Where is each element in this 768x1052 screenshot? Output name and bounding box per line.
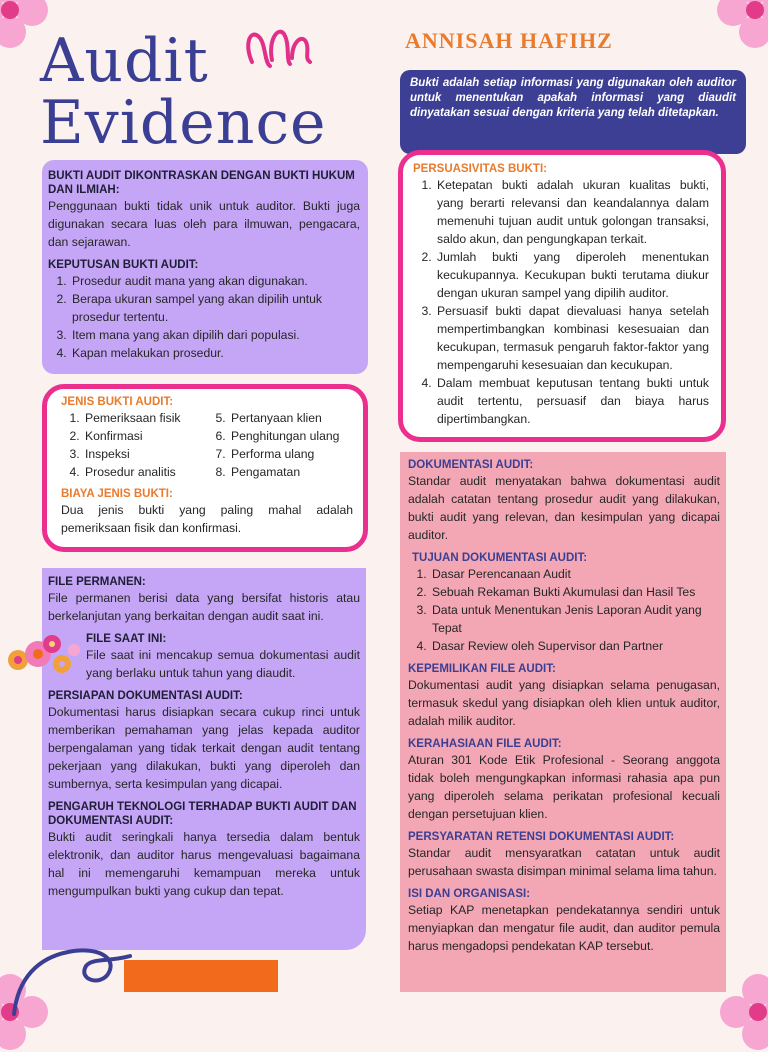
list-item: 4. Dasar Review oleh Supervisor dan Partner xyxy=(430,637,720,655)
section-text: Dua jenis bukti yang paling mahal adalah pemeriksaan fisik dan konfirmasi. xyxy=(61,503,353,535)
section-text: Dokumentasi audit yang disiapkan selama penugasan, termasuk skedul yang disiapkan oleh klien untuk auditor, adalah milik auditor. xyxy=(408,678,720,728)
types-list-1 xyxy=(61,409,207,481)
section-heading: ISI DAN ORGANISASI: xyxy=(408,888,531,900)
current-file-block xyxy=(48,632,360,682)
section-heading: JENIS BUKTI AUDIT: xyxy=(61,396,174,408)
author-name: ANNISAH HAFIHZ xyxy=(405,28,613,53)
section-heading: PERSYARATAN RETENSI DOKUMENTASI AUDIT: xyxy=(408,831,675,843)
list-item: 5. Pertanyaan klien xyxy=(229,409,353,427)
list-item: 1. Prosedur audit mana yang akan digunakan. xyxy=(70,272,360,290)
swirl-icon xyxy=(8,918,138,1018)
flower-icon xyxy=(4,634,82,678)
list-item: 4. Dalam membuat keputusan tentang bukti untuk audit tertentu, persuasif dan biaya harus dipertimbangkan. xyxy=(435,374,709,428)
section-heading: PENGARUH TEKNOLOGI TERHADAP BUKTI AUDIT DAN DOKUMENTASI AUDIT: xyxy=(48,801,357,827)
evidence-types-box xyxy=(42,384,368,552)
list-item: 2. Konfirmasi xyxy=(83,427,207,445)
audit-files-box xyxy=(42,568,366,950)
list-item: 2. Sebuah Rekaman Bukti Akumulasi dan Hasil Tes xyxy=(430,583,720,601)
definition-box: Bukti adalah setiap informasi yang digunakan oleh auditor untuk menentukan apakah informasi yang diaudit dinyatakan sesuai dengan kriteria yang telah ditetapkan. xyxy=(400,70,746,154)
section-heading: FILE PERMANEN: xyxy=(48,576,146,588)
section-text: File saat ini mencakup semua dokumentasi audit yang berlaku untuk tahun yang diaudit. xyxy=(86,648,360,680)
title-line-1: Audit xyxy=(40,26,209,96)
audit-documentation-box xyxy=(400,452,726,992)
types-list-2 xyxy=(207,409,353,481)
section-heading: BIAYA JENIS BUKTI: xyxy=(61,488,173,500)
section-heading: KERAHASIAAN FILE AUDIT: xyxy=(408,738,562,750)
section-heading: PERSIAPAN DOKUMENTASI AUDIT: xyxy=(48,690,243,702)
list-item: 1. Pemeriksaan fisik xyxy=(83,409,207,427)
evidence-comparison-box xyxy=(42,160,368,374)
section-text: Aturan 301 Kode Etik Profesional - Seorang anggota tidak boleh mengungkapkan informasi rahasia apa pun yang diperoleh selama perikatan profesional kecuali dengan persetujuan klien. xyxy=(408,753,720,821)
list-item: 2. Jumlah bukti yang diperoleh menentukan kecukupannya. Kecukupan bukti terutama diukur dengan ukuran sampel yang dipilih auditor. xyxy=(435,248,709,302)
title-line-2: Evidence xyxy=(40,88,327,158)
decision-list xyxy=(48,272,360,362)
orange-accent-bar xyxy=(124,960,278,992)
list-item: 2. Berapa ukuran sampel yang akan dipilih untuk prosedur tertentu. xyxy=(70,290,360,326)
list-item: 1. Dasar Perencanaan Audit xyxy=(430,565,720,583)
section-text: Standar audit mensyaratkan catatan untuk audit perusahaan swasta disimpan minimal selama lima tahun. xyxy=(408,846,720,878)
section-heading: PERSUASIVITAS BUKTI: xyxy=(413,163,547,175)
list-item: 3. Data untuk Menentukan Jenis Laporan Audit yang Tepat xyxy=(430,601,720,637)
list-item: 4. Prosedur analitis xyxy=(83,463,207,481)
evidence-types-columns xyxy=(61,409,353,487)
section-text: Setiap KAP menetapkan pendekatannya sendiri untuk menyiapkan dan mengatur file audit, dan auditor pemula harus mengadopsi pendekatan KAP tersebut. xyxy=(408,903,720,953)
list-item: 4. Kapan melakukan prosedur. xyxy=(70,344,360,362)
documentation-purpose-list xyxy=(408,565,720,655)
page-title xyxy=(40,26,370,158)
section-text: Penggunaan bukti tidak unik untuk auditor. Bukti juga digunakan secara luas oleh para ilmuwan, pengacara, dan sejarawan. xyxy=(48,199,360,249)
list-item: 3. Inspeksi xyxy=(83,445,207,463)
section-heading: DOKUMENTASI AUDIT: xyxy=(408,459,534,471)
persuasiveness-box xyxy=(398,150,726,442)
list-item: 3. Persuasif bukti dapat dievaluasi hanya setelah mempertimbangkan kombinasi kesesuaian dan kecukupan, termasuk pengaruh faktor-faktor yang mempengaruhi kesesuaian dan kecukupan. xyxy=(435,302,709,374)
section-heading: TUJUAN DOKUMENTASI AUDIT: xyxy=(412,552,588,564)
section-text: File permanen berisi data yang bersifat historis atau berkelanjutan yang berkaitan dengan audit saat ini. xyxy=(48,591,360,623)
flower-icon xyxy=(715,0,768,50)
section-heading: KEPEMILIKAN FILE AUDIT: xyxy=(408,663,556,675)
list-item: 7. Performa ulang xyxy=(229,445,353,463)
list-item: 6. Penghitungan ulang xyxy=(229,427,353,445)
section-heading: KEPUTUSAN BUKTI AUDIT: xyxy=(48,259,199,271)
section-text: Bukti audit seringkali hanya tersedia dalam bentuk elektronik, dan auditor harus mengevaluasi bagaimana hal ini memengaruhi kemampuan mereka untuk mengumpulkan bukti yang cukup dan tepat. xyxy=(48,830,360,898)
list-item: 8. Pengamatan xyxy=(229,463,353,481)
section-text: Standar audit menyatakan bahwa dokumentasi audit adalah catatan tentang prosedur audit yang dilakukan, bukti audit yang relevan, dan kesimpulan yang dicapai auditor. xyxy=(408,474,720,542)
persuasiveness-list xyxy=(413,176,709,428)
section-heading: FILE SAAT INI: xyxy=(86,633,167,645)
section-text: Dokumentasi harus disiapkan secara cukup rinci untuk memberikan pemahaman yang jelas kepada auditor berpengalaman yang tidak terkait dengan audit tentang pekerjaan yang dilakukan, bukti yang diperoleh dan sumbernya, serta kesimpulan yang dicapai. xyxy=(48,705,360,791)
list-item: 1. Ketepatan bukti adalah ukuran kualitas bukti, yang berarti relevansi dan keandalannya dalam memenuhi tujuan audit untuk golongan transaksi, saldo akun, dan pengungkapan terkait. xyxy=(435,176,709,248)
section-heading: BUKTI AUDIT DIKONTRASKAN DENGAN BUKTI HUKUM DAN ILMIAH: xyxy=(48,170,355,196)
list-item: 3. Item mana yang akan dipilih dari populasi. xyxy=(70,326,360,344)
